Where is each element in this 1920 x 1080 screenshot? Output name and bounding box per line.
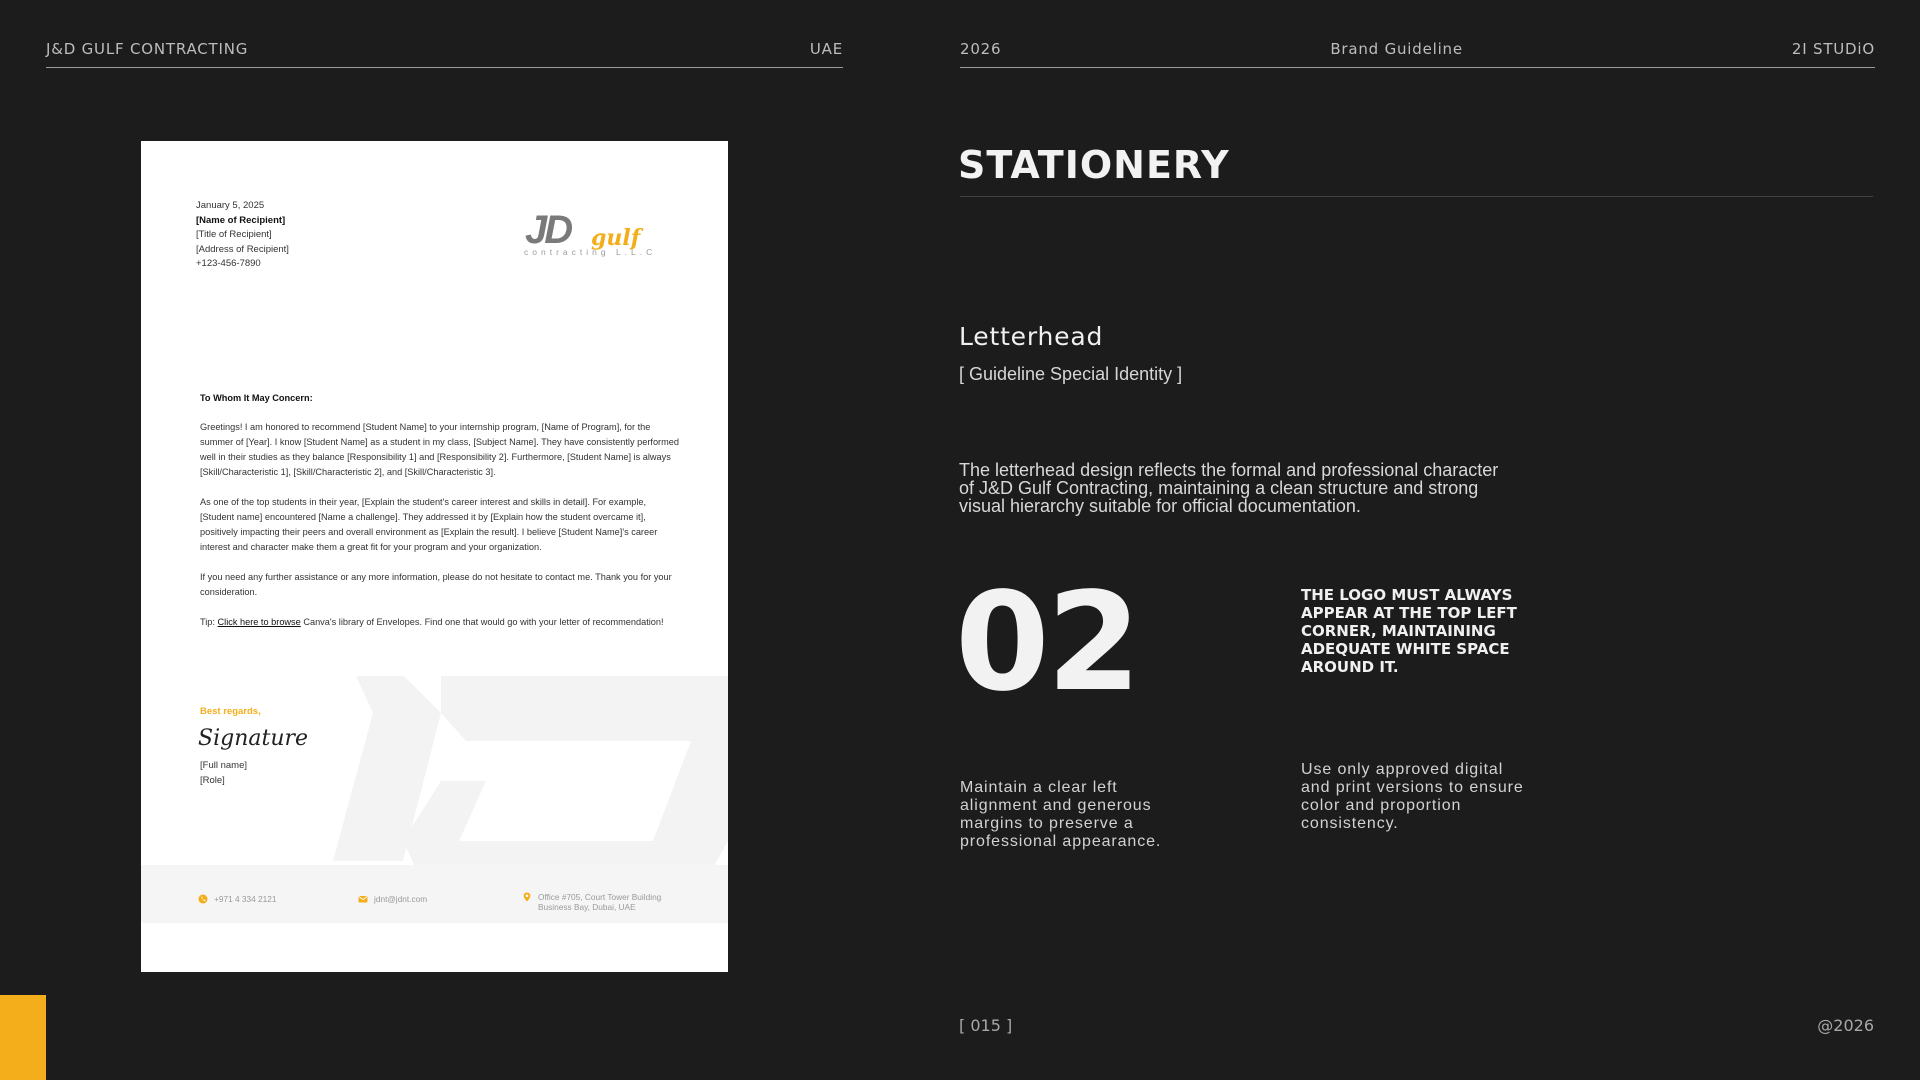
header-year: 2026	[960, 40, 1002, 58]
company-name: J&D GULF CONTRACTING	[46, 40, 249, 58]
logo-subtitle: contracting L.L.C	[524, 247, 657, 257]
signer-role: [Role]	[200, 775, 225, 786]
logo-rule: THE LOGO MUST ALWAYS APPEAR AT THE TOP LEFT CORNER, MAINTAINING ADEQUATE WHITE SPACE AROUND IT.	[1301, 586, 1517, 676]
section-number: 02	[955, 564, 1139, 722]
letter-paragraph: Greetings! I am honored to recommend [Student Name] to your internship program, [Name of Program], for the summer of [Year]. I know [Student Name] as a student in my class, [Subject Name]. They have consistently performed well in their studies as they balance [Responsibility 1] and [Responsibility 2]. Furthermore, [Student Name] is always [Skill/Characteristic 1], [Skill/Characteristic 2], and [Skill/Characteristic 3].	[200, 422, 679, 477]
signature: Signature	[198, 726, 309, 751]
recipient-name: [Name of Recipient]	[196, 214, 286, 226]
footer-email-text: jdnt@jdnt.com	[374, 894, 428, 904]
mail-icon	[358, 894, 368, 904]
tip-line	[200, 615, 680, 630]
salutation: To Whom It May Concern:	[200, 393, 313, 403]
footer-address	[522, 892, 661, 912]
signer-full-name: [Full name]	[200, 760, 247, 771]
section-tag: [ Guideline Special Identity ]	[959, 364, 1183, 384]
closing: Best regards,	[200, 706, 261, 717]
header-right	[960, 40, 1875, 68]
footer-address-line-2: Business Bay, Dubai, UAE	[538, 902, 636, 912]
logo-word: gulf	[591, 225, 641, 251]
letter-paragraph: If you need any further assistance or any more information, please do not hesitate to contact me. Thank you for your consideration.	[200, 572, 672, 597]
header-doc-title: Brand Guideline	[1330, 40, 1463, 58]
recipient-block	[196, 199, 289, 272]
footer-email	[358, 894, 427, 904]
section-subtitle: Letterhead	[959, 322, 1104, 351]
section-description: The letterhead design reflects the formal and professional character of J&D Gulf Contracting, maintaining a clean structure and strong visual hierarchy suitable for official documentation.	[959, 460, 1499, 516]
phone-icon	[198, 894, 208, 904]
title-divider	[960, 196, 1873, 197]
footer-phone	[198, 894, 277, 904]
header-left	[46, 40, 843, 68]
signer-block	[200, 758, 247, 788]
alignment-note: Maintain a clear left alignment and generous margins to preserve a professional appearance.	[960, 779, 1162, 850]
footer-phone-text: +971 4 334 2121	[214, 894, 277, 904]
recipient-phone: +123-456-7890	[196, 258, 261, 270]
logo-mark: JD	[525, 208, 571, 252]
section-title: STATIONERY	[958, 143, 1230, 187]
location-pin-icon	[522, 892, 532, 902]
recipient-address: [Address of Recipient]	[196, 243, 289, 255]
tip-prefix: Tip:	[200, 617, 218, 627]
letterhead-page	[141, 141, 728, 972]
version-note: Use only approved digital and print versions to ensure color and proportion consistency.	[1301, 761, 1524, 832]
letter-paragraph: As one of the top students in their year, [Explain the student's career interest and skills in detail]. For example, [Student name] encountered [Name a challenge]. They addressed it by [Explain how the student overcame it], positively impacting their peers and overall environment as [Explain the result]. I believe [Student Name]'s career interest and character make them a great fit for your program and your organization.	[200, 497, 658, 552]
footer-address-text	[538, 892, 661, 912]
page-number: [ 015 ]	[959, 1016, 1013, 1035]
letter-body	[200, 391, 680, 645]
accent-bar	[0, 995, 46, 1080]
header-studio: 2I STUDiO	[1791, 40, 1875, 58]
tip-suffix: Canva's library of Envelopes. Find one that would go with your letter of recommendation!	[300, 617, 664, 627]
browse-link[interactable]: Click here to browse	[217, 617, 301, 627]
country-label: UAE	[809, 40, 843, 58]
recipient-title: [Title of Recipient]	[196, 229, 272, 241]
footer-address-line-1: Office #705, Court Tower Building	[538, 892, 662, 902]
footer-year: @2026	[1817, 1016, 1874, 1035]
letter-date: January 5, 2025	[196, 200, 265, 211]
